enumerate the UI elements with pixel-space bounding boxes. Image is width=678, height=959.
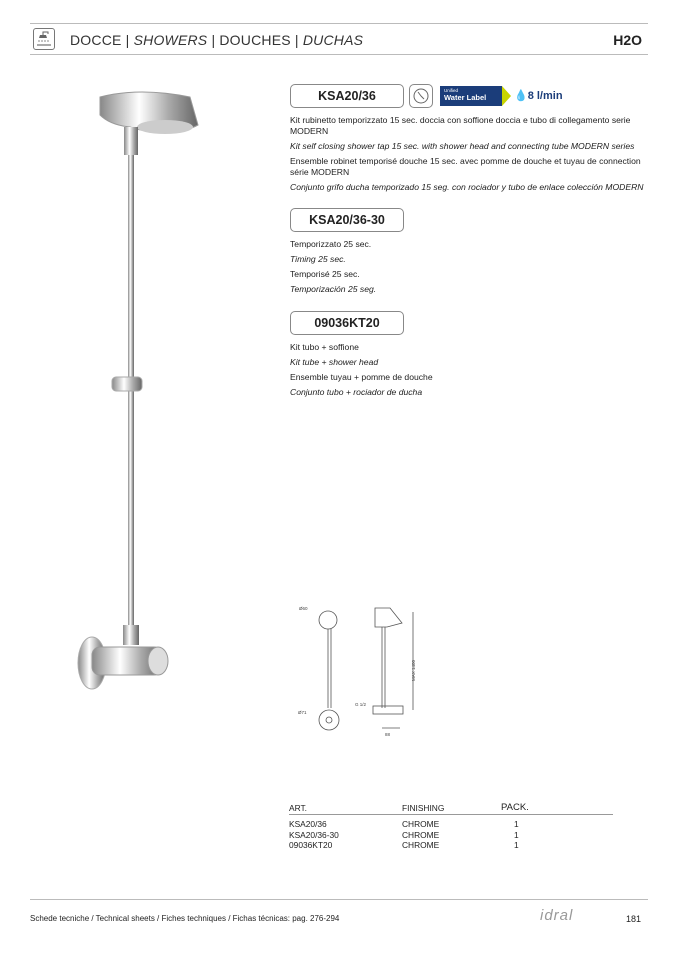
product-code-ksa20-36: KSA20/36 — [290, 84, 404, 108]
water-label-top: Unified — [444, 88, 459, 93]
desc-fr: Ensemble robinet temporisé douche 15 sec. avec pomme de douche et tuyau de connection série MODERN — [290, 156, 641, 177]
product-code-09036kt20: 09036KT20 — [290, 311, 404, 335]
desc-en: Kit tube + shower head — [290, 357, 379, 367]
cell-finishing: CHROME — [402, 840, 440, 850]
title-en: SHOWERS — [133, 32, 208, 48]
footer-reference: Schede tecniche / Technical sheets / Fiches techniques / Fichas técnicas: pag. 276-294 — [30, 914, 340, 923]
page-title — [70, 32, 363, 48]
desc-es: Conjunto grifo ducha temporizado 15 seg. con rociador y tubo de enlace colección MODERN — [290, 182, 644, 192]
cell-pack: 1 — [514, 840, 519, 850]
cell-pack: 1 — [514, 829, 519, 840]
shower-category-icon — [33, 28, 55, 50]
flow-rate — [514, 89, 563, 102]
table-header — [289, 803, 613, 815]
table-row — [289, 830, 613, 841]
article-table — [289, 803, 613, 851]
title-it: DOCCE — [70, 32, 122, 48]
dim-base-diameter: Ø71 — [298, 710, 307, 715]
flow-value: 8 l/min — [527, 90, 563, 102]
sep: | — [211, 32, 216, 48]
cell-finishing: CHROME — [402, 829, 440, 840]
footer-rule — [30, 899, 648, 900]
technical-drawing — [295, 598, 425, 743]
dim-height: MAX 1400 — [411, 659, 417, 682]
water-drop-icon: 💧 — [514, 90, 528, 102]
water-label-name: Water Label — [444, 93, 487, 102]
cell-pack: 1 — [514, 819, 519, 829]
title-es: DUCHAS — [302, 32, 364, 48]
cell-art: KSA20/36 — [289, 819, 327, 829]
table-row — [289, 840, 613, 851]
product-description — [290, 115, 650, 197]
desc-it: Temporizzato 25 sec. — [290, 239, 372, 249]
water-label-badge — [440, 86, 502, 106]
sep: | — [294, 32, 299, 48]
dim-thread: G 1/2 — [355, 702, 367, 707]
product-photo — [70, 85, 210, 705]
desc-it: Kit tubo + soffione — [290, 342, 359, 352]
table-row — [289, 819, 613, 830]
header-top-rule — [30, 23, 648, 24]
col-art: ART. — [289, 803, 307, 813]
water-label-arrow — [502, 86, 511, 106]
col-finishing: FINISHING — [402, 803, 445, 813]
desc-fr: Ensemble tuyau + pomme de douche — [290, 372, 433, 382]
h2o-badge: H2O — [613, 32, 642, 48]
desc-en: Timing 25 sec. — [290, 254, 346, 264]
cell-art: KSA20/36-30 — [289, 829, 339, 840]
product-code-ksa20-36-30: KSA20/36-30 — [290, 208, 404, 232]
cell-finishing: CHROME — [402, 819, 440, 829]
product-description — [290, 239, 650, 299]
desc-en: Kit self closing shower tap 15 sec. with shower head and connecting tube MODERN series — [290, 141, 635, 151]
desc-fr: Temporisé 25 sec. — [290, 269, 360, 279]
desc-es: Conjunto tubo + rociador de ducha — [290, 387, 423, 397]
sep: | — [125, 32, 130, 48]
desc-es: Temporización 25 seg. — [290, 284, 377, 294]
col-pack: PACK. — [501, 802, 529, 813]
dim-head-diameter: Ø60 — [299, 606, 308, 611]
title-fr: DOUCHES — [219, 32, 291, 48]
cell-art: 09036KT20 — [289, 840, 333, 850]
dim-depth: 88 — [385, 732, 391, 737]
product-description — [290, 342, 650, 402]
page-number: 181 — [626, 914, 642, 924]
idral-logo: idral — [540, 907, 574, 924]
timer-icon — [409, 84, 433, 108]
header-bottom-rule — [30, 54, 648, 55]
desc-it: Kit rubinetto temporizzato 15 sec. doccia con soffione doccia e tubo di collegamento serie MODERN — [290, 115, 631, 136]
